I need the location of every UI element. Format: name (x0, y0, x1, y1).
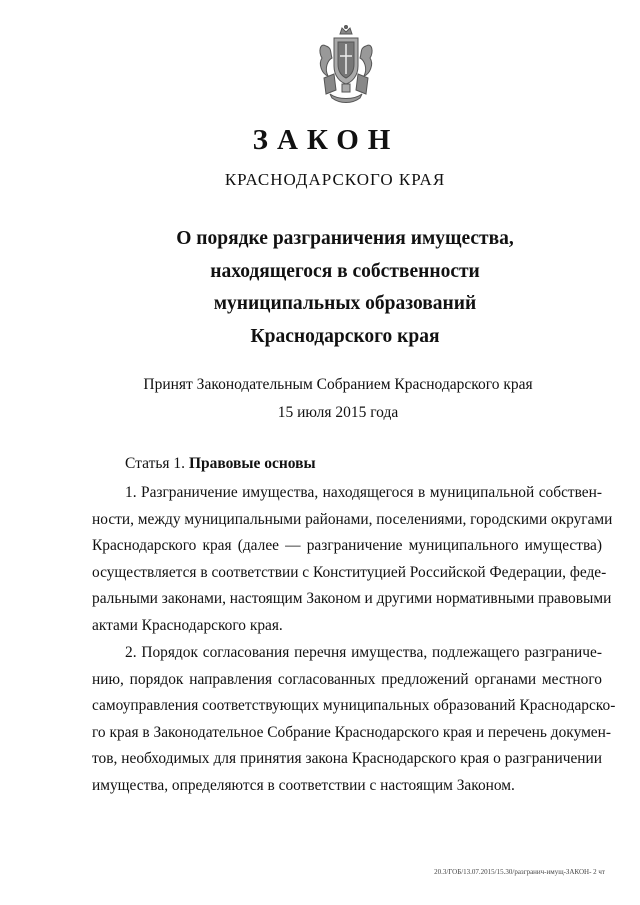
law-title (0, 223, 640, 353)
law-title-line: муниципальных образований (213, 293, 477, 314)
document-region: КРАСНОДАРСКОГО КРАЯ (224, 170, 446, 189)
paragraph-line: 2. Порядок согласования перечня имущества, подлежащего разграниче- (125, 644, 602, 661)
paragraph-line: актами Краснодарского края. (92, 616, 283, 634)
paragraph-line: нию, порядок направления согласованных предложений органами местного (92, 670, 602, 688)
law-title-line: О порядке разграничения имущества, (176, 228, 514, 249)
paragraph-line: Краснодарского края (далее — разграничение муниципального имущества) (92, 537, 602, 555)
article-paragraph-2 (92, 640, 616, 800)
paragraph-line: тов, необходимых для принятия закона Краснодарского края о разграничении (92, 750, 602, 768)
article-heading (125, 455, 316, 473)
paragraph-line: ности, между муниципальными районами, поселениями, городскими округами (92, 510, 613, 528)
adoption-body: Принят Законодательным Собранием Краснодарского края (143, 376, 533, 393)
article-title: Правовые основы (188, 455, 316, 472)
paragraph-line: ральными законами, настоящим Законом и другими нормативными правовыми (92, 590, 612, 608)
paragraph-line: го края в Законодательное Собрание Краснодарского края и перечень докумен- (92, 723, 611, 741)
law-title-line: Краснодарского края (250, 325, 440, 347)
coat-of-arms-emblem (312, 24, 380, 104)
paragraph-line: имущества, определяются в соответствии с настоящим Законом. (92, 776, 515, 794)
paragraph-line: осуществляется в соответствии с Конституцией Российской Федерации, феде- (92, 563, 607, 581)
adoption-statement (0, 371, 640, 427)
law-title-line: находящегося в собственности (210, 260, 480, 282)
paragraph-line: самоуправления соответствующих муниципальных образований Краснодарско- (92, 697, 616, 715)
article-paragraph-1 (92, 480, 613, 640)
adoption-date: 15 июля 2015 года (277, 404, 399, 421)
article-label: Статья 1. (125, 455, 186, 472)
footer-file-reference: 20.3/ГОБ/13.07.2015/15.30/разгранич-имущ-ЗАКОН- 2 чт (434, 868, 605, 876)
document-title: ЗАКОН (252, 124, 400, 156)
paragraph-line: 1. Разграничение имущества, находящегося в муниципальной собствен- (125, 484, 602, 501)
